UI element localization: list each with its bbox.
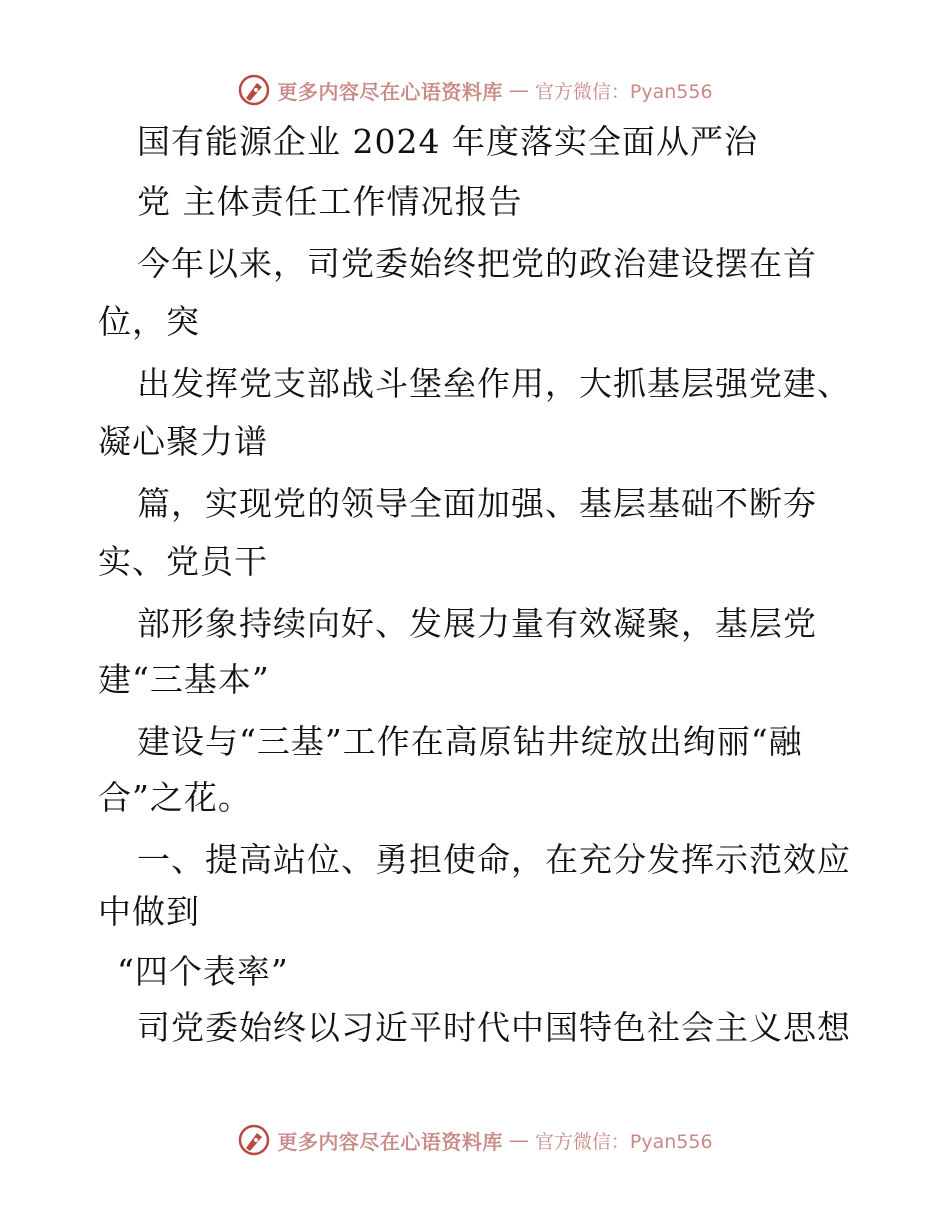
doc-line: 凝心聚力谱 [98,422,268,461]
doc-line: 出发挥党支部战斗堡垒作用，大抓基层强党建、 [137,364,851,403]
doc-section-heading: 中做到 [98,892,200,931]
pen-nib-logo-icon [237,73,271,107]
doc-line: 司党委始终以习近平时代中国特色社会主义思想 [137,1008,851,1047]
pen-nib-logo-icon [237,1123,271,1157]
doc-title-line-1: 国有能源企业 2024 年度落实全面从严治 [137,122,758,161]
doc-line: 建“三基本” [98,660,270,699]
doc-line: 实、党员干 [98,542,268,581]
doc-line: 篇，实现党的领导全面加强、基层基础不断夯 [137,484,817,523]
doc-section-heading: 一、提高站位、勇担使命，在充分发挥示范效应 [137,840,851,879]
watermark-wechat: 官方微信：Pyan556 [534,1130,713,1153]
doc-line: 建设与“三基”工作在高原钻井绽放出绚丽“融 [137,722,803,761]
watermark-brand: 更多内容尽在心语资料库 [277,79,503,104]
footer-watermark [0,1120,950,1160]
doc-line: 合”之花。 [98,778,252,817]
watermark-brand: 更多内容尽在心语资料库 [277,1129,503,1154]
doc-section-heading: “四个表率” [117,952,289,991]
watermark-wechat: 官方微信：Pyan556 [534,80,713,103]
header-watermark [0,70,950,110]
doc-title-line-2: 党 主体责任工作情况报告 [137,182,523,221]
watermark-separator: — [508,1128,529,1152]
watermark-separator: — [508,78,529,102]
doc-line: 部形象持续向好、发展力量有效凝聚，基层党 [137,604,817,643]
doc-line: 今年以来，司党委始终把党的政治建设摆在首 [137,244,817,283]
doc-line: 位，突 [98,302,200,341]
